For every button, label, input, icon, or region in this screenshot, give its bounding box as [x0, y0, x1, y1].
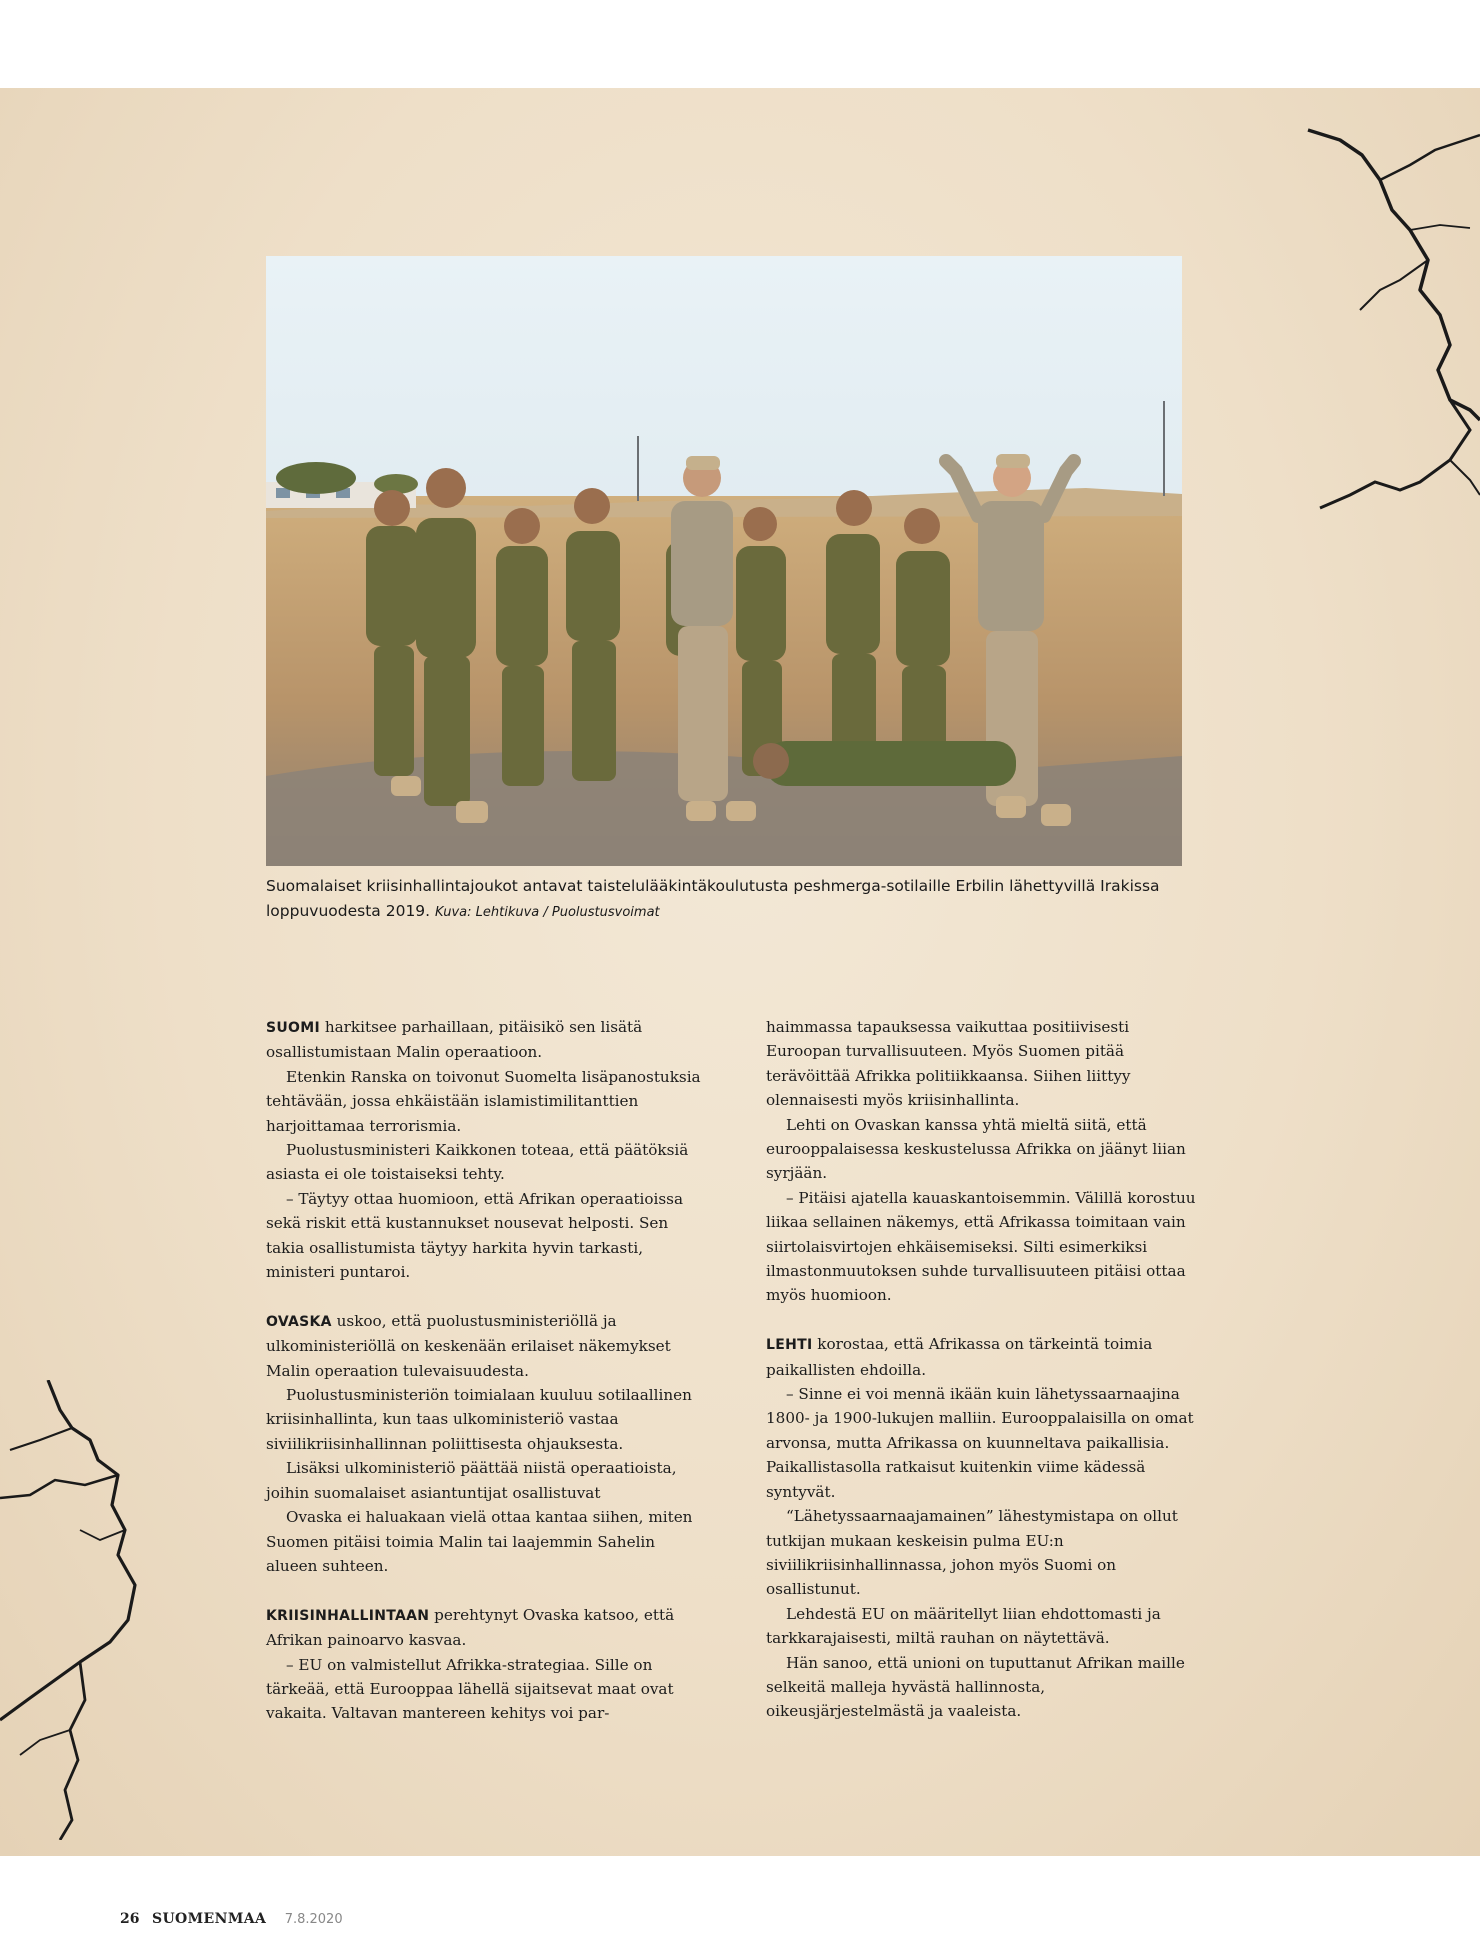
paragraph: Hän sanoo, että unioni on tuputtanut Afrikan maille selkeitä malleja hyvästä hallinnosta, oikeusjärjestelmästä ja vaaleista. [766, 1653, 1185, 1721]
paragraph: SUOMI harkitsee parhaillaan, pitäisikö sen lisätä osallistumistaan Malin operaatioon. [266, 1018, 643, 1062]
paragraph: – Täytyy ottaa huomioon, että Afrikan operaatioissa sekä riskit että kustannukset nousevat helposti. Sen takia osallistumista täytyy harkita hyvin tarkasti, ministeri puntaroi. [266, 1189, 684, 1282]
kicker: OVASKA [266, 1313, 332, 1330]
paragraph: Lehti on Ovaskan kanssa yhtä mieltä siitä, että eurooppalaisessa keskustelussa Afrikka on jäänyt liian syrjään. [766, 1115, 1186, 1183]
paragraph: “Lähetyssaarnaajamainen” lähestymistapa on ollut tutkijan mukaan keskeisin pulma EU:n siviilikriisinhallinnassa, johon myös Suomi on osallistunut. [766, 1507, 1178, 1599]
paragraph: – EU on valmistellut Afrikka-strategiaa. Sille on tärkeää, että Eurooppaa lähellä sijaitsevat maat ovat vakaita. Valtavan mantereen kehitys voi par- [266, 1655, 674, 1723]
photo-caption [266, 874, 1196, 925]
paragraph: Ovaska ei haluakaan vielä ottaa kantaa siihen, miten Suomen pitäisi toimia Malin tai laajemmin Sahelin alueen suhteen. [266, 1508, 693, 1575]
paragraph: Puolustusministeri Kaikkonen toteaa, että päätöksiä asiasta ei ole toistaiseksi tehty. [266, 1141, 689, 1184]
paragraph: Etenkin Ranska on toivonut Suomelta lisäpanostuksia tehtävään, jossa ehkäistään islamistimilitanttien harjoittamaa terrorismia. [266, 1067, 701, 1135]
paragraph: Lisäksi ulkoministeriö päättää niistä operaatioista, joihin suomalaiset asiantuntijat osallistuvat [266, 1459, 677, 1502]
paragraph: Lehdestä EU on määritellyt liian ehdottomasti ja tarkkarajaisesti, miltä rauhan on näytettävä. [766, 1604, 1161, 1648]
article-photo [266, 256, 1182, 866]
page-number: 26 [120, 1911, 140, 1927]
paragraph: – Pitäisi ajatella kauaskantoisemmin. Välillä korostuu liikaa sellainen näkemys, että Afrikassa toimitaan vain siirtolaisvirtojen ehkäisemiseksi. Silti esimerkiksi ilmastonmuutoksen suhde turvallisuuteen pitäisi ottaa myös huomioon. [766, 1188, 1196, 1305]
kicker: KRIISINHALLINTAAN [266, 1607, 430, 1624]
paragraph: Puolustusministeriön toimialaan kuuluu sotilaallinen kriisinhallinta, kun taas ulkoministeriö vastaa siviilikriisinhallinnan poliittisesta ohjauksesta. [266, 1386, 692, 1453]
caption-text: Suomalaiset kriisinhallintajoukot antavat taistelulääkintäkoulutusta peshmerga-sotilaille Erbilin lähettyvillä Irakissa loppuvuodesta 2019. [266, 877, 1160, 920]
kicker: SUOMI [266, 1020, 320, 1036]
crack-decoration-top-right [1300, 110, 1480, 570]
crack-decoration-bottom-left [0, 1380, 150, 1840]
paragraph: – Sinne ei voi mennä ikään kuin lähetyssaarnaajina 1800- ja 1900-lukujen malliin. Eurooppalaisilla on omat arvonsa, mutta Afrikassa on kuunneltava paikallisia. Paikallistasolla ratkaisut kuitenkin viime kädessä syntyvät. [766, 1385, 1194, 1501]
paragraph: KRIISINHALLINTAAN perehtynyt Ovaska katsoo, että Afrikan painoarvo kasvaa. [266, 1605, 675, 1650]
issue-date: 7.8.2020 [284, 1912, 343, 1927]
article-column-right [766, 1015, 1206, 1724]
paragraph: OVASKA uskoo, että puolustusministeriöllä ja ulkoministeriöllä on keskenään erilaiset näkemykset Malin operaation tulevaisuudesta. [266, 1311, 671, 1380]
paragraph: haimmassa tapauksessa vaikuttaa positiivisesti Euroopan turvallisuuteen. Myös Suomen pitää terävöittää Afrikka politiikkaansa. Siihen liittyy olennaisesti myös kriisinhallinta. [766, 1018, 1131, 1110]
paragraph: LEHTI korostaa, että Afrikassa on tärkeintä toimia paikallisten ehdoilla. [766, 1335, 1153, 1379]
article-column-left [266, 1015, 706, 1726]
photo-credit: Kuva: Lehtikuva / Puolustusvoimat [435, 905, 660, 920]
kicker: LEHTI [766, 1337, 813, 1354]
page-footer [120, 1911, 343, 1927]
magazine-name: SUOMENMAA [151, 1911, 267, 1927]
